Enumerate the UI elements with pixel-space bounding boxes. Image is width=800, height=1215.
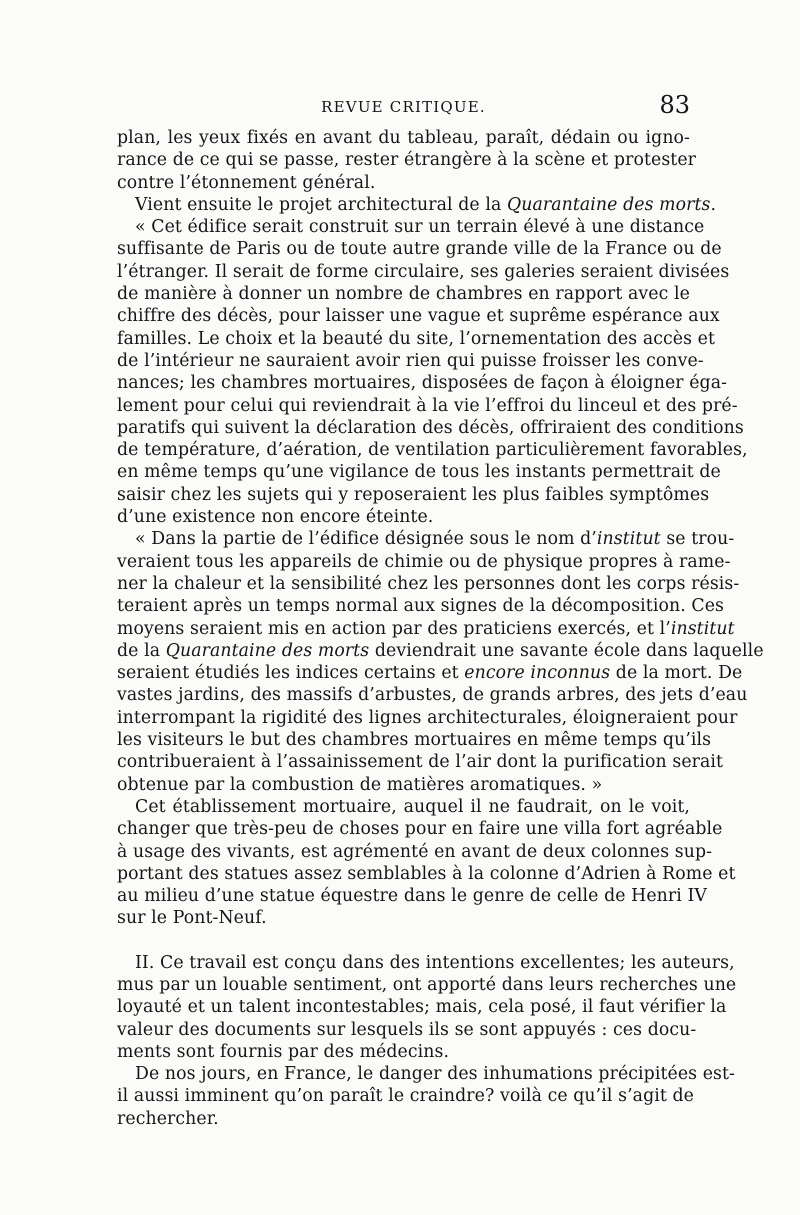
text-line: de température, d’aération, de ventilation particulièrement favorables, bbox=[117, 440, 748, 461]
text-line: lement pour celui qui reviendrait à la vie l’effroi du linceul et des pré- bbox=[117, 395, 738, 416]
text-line: ments sont fournis par des médecins. bbox=[117, 1041, 450, 1062]
page-number: 83 bbox=[659, 91, 690, 119]
body-text bbox=[117, 127, 764, 1130]
italic-run: encore inconnus bbox=[464, 663, 611, 684]
paragraph bbox=[117, 952, 737, 1063]
paragraph bbox=[117, 194, 717, 216]
text-line: interrompant la rigidité des lignes architecturales, éloigneraient pour bbox=[117, 707, 738, 728]
text-line: plan, les yeux fixés en avant du tableau, paraît, dédain ou igno- bbox=[117, 128, 690, 148]
text-line bbox=[117, 618, 735, 640]
text-run: Vient ensuite le projet architectural de la bbox=[135, 194, 507, 215]
text-line: familles. Le choix et la beauté du site, l’ornementation des accès et bbox=[117, 328, 716, 349]
text-line: suffisante de Paris ou de toute autre grande ville de la France ou de bbox=[117, 239, 722, 260]
text-run: deviendrait une savante école dans laquelle bbox=[369, 640, 764, 661]
text-line: l’étranger. Il serait de forme circulaire, ses galeries seraient divisées bbox=[117, 261, 730, 282]
text-run: moyens seraient mis en action par des praticiens exercés, et l’ bbox=[117, 618, 671, 639]
text-run: seraient étudiés les indices certains et bbox=[117, 663, 465, 684]
text-run: de la bbox=[117, 640, 166, 661]
text-line: loyauté et un talent incontestables; mais, cela posé, il faut vérifier la bbox=[117, 997, 727, 1018]
text-line: rance de ce qui se passe, rester étrangère à la scène et protester bbox=[117, 150, 697, 171]
running-header bbox=[117, 91, 690, 120]
text-line: De nos jours, en France, le danger des inhumations précipitées est- bbox=[135, 1064, 735, 1085]
text-run: « Dans la partie de l’édifice désignée sous le nom d’ bbox=[135, 529, 597, 550]
text-line: saisir chez les sujets qui y reposeraient les plus faibles symptômes bbox=[117, 484, 710, 505]
paragraph bbox=[117, 1063, 735, 1130]
text-line: portant des statues assez semblables à la colonne d’Adrien à Rome et bbox=[117, 863, 736, 884]
text-line: sur le Pont-Neuf. bbox=[117, 908, 267, 929]
text-line: paratifs qui suivent la déclaration des décès, offriraient des conditions bbox=[117, 417, 744, 438]
text-line: il aussi imminent qu’on paraît le craindre? voilà ce qu’il s’agit de bbox=[117, 1086, 694, 1107]
text-run: . bbox=[710, 194, 717, 215]
header-title: REVUE CRITIQUE. bbox=[321, 98, 486, 116]
text-line bbox=[117, 528, 735, 550]
text-line: « Cet édifice serait construit sur un terrain élevé à une distance bbox=[135, 217, 705, 238]
text-line: contribueraient à l’assainissement de l’air dont la purification serait bbox=[117, 752, 724, 773]
text-line: en même temps qu’une vigilance de tous les instants permettrait de bbox=[117, 462, 721, 483]
text-line: veraient tous les appareils de chimie ou de physique propres à rame- bbox=[117, 551, 731, 572]
text-line: à usage des vivants, est agrémenté en avant de deux colonnes sup- bbox=[117, 841, 713, 862]
text-line: valeur des documents sur lesquels ils se sont appuyés : ces docu- bbox=[117, 1019, 697, 1040]
text-line: de l’intérieur ne sauraient avoir rien qui puisse froisser les conve- bbox=[117, 350, 704, 371]
text-line: II. Ce travail est conçu dans des intentions excellentes; les auteurs, bbox=[135, 952, 735, 973]
paragraph bbox=[117, 216, 748, 528]
text-run: de la mort. De bbox=[610, 663, 743, 684]
text-line: Cet établissement mortuaire, auquel il ne faudrait, on le voit, bbox=[135, 796, 690, 817]
text-line: contre l’étonnement général. bbox=[117, 172, 376, 193]
text-line: chiffre des décès, pour laisser une vague et suprême espérance aux bbox=[117, 306, 720, 327]
italic-run: Quarantaine des morts bbox=[165, 640, 370, 661]
text-line: vastes jardins, des massifs d’arbustes, de grands arbres, des jets d’eau bbox=[117, 685, 748, 706]
text-line: nances; les chambres mortuaires, disposées de façon à éloigner éga- bbox=[117, 373, 728, 394]
text-line: changer que très-peu de choses pour en faire une villa fort agréable bbox=[117, 819, 723, 840]
text-line: teraient après un temps normal aux signes de la décomposition. Ces bbox=[117, 596, 724, 617]
text-line bbox=[117, 662, 743, 684]
paragraph bbox=[117, 528, 764, 796]
text-line bbox=[117, 194, 717, 216]
text-line: ner la chaleur et la sensibilité chez les personnes dont les corps résis- bbox=[117, 573, 740, 594]
paragraph bbox=[117, 127, 697, 194]
text-line bbox=[117, 640, 764, 662]
text-line: de manière à donner un nombre de chambres en rapport avec le bbox=[117, 284, 690, 305]
text-run: se trou- bbox=[660, 529, 735, 550]
italic-run: Quarantaine des morts bbox=[506, 194, 711, 215]
italic-run: institut bbox=[596, 529, 661, 550]
text-line: rechercher. bbox=[117, 1108, 219, 1129]
text-line: d’une existence non encore éteinte. bbox=[117, 507, 434, 528]
text-line: obtenue par la combustion de matières aromatiques. » bbox=[117, 774, 603, 795]
text-line: mus par un louable sentiment, ont apporté dans leurs recherches une bbox=[117, 974, 737, 995]
italic-run: institut bbox=[670, 618, 735, 639]
text-line: les visiteurs le but des chambres mortuaires en même temps qu’ils bbox=[117, 730, 712, 751]
paragraph bbox=[117, 796, 736, 930]
section-gap bbox=[117, 930, 690, 952]
text-line: au milieu d’une statue équestre dans le genre de celle de Henri IV bbox=[117, 886, 707, 907]
